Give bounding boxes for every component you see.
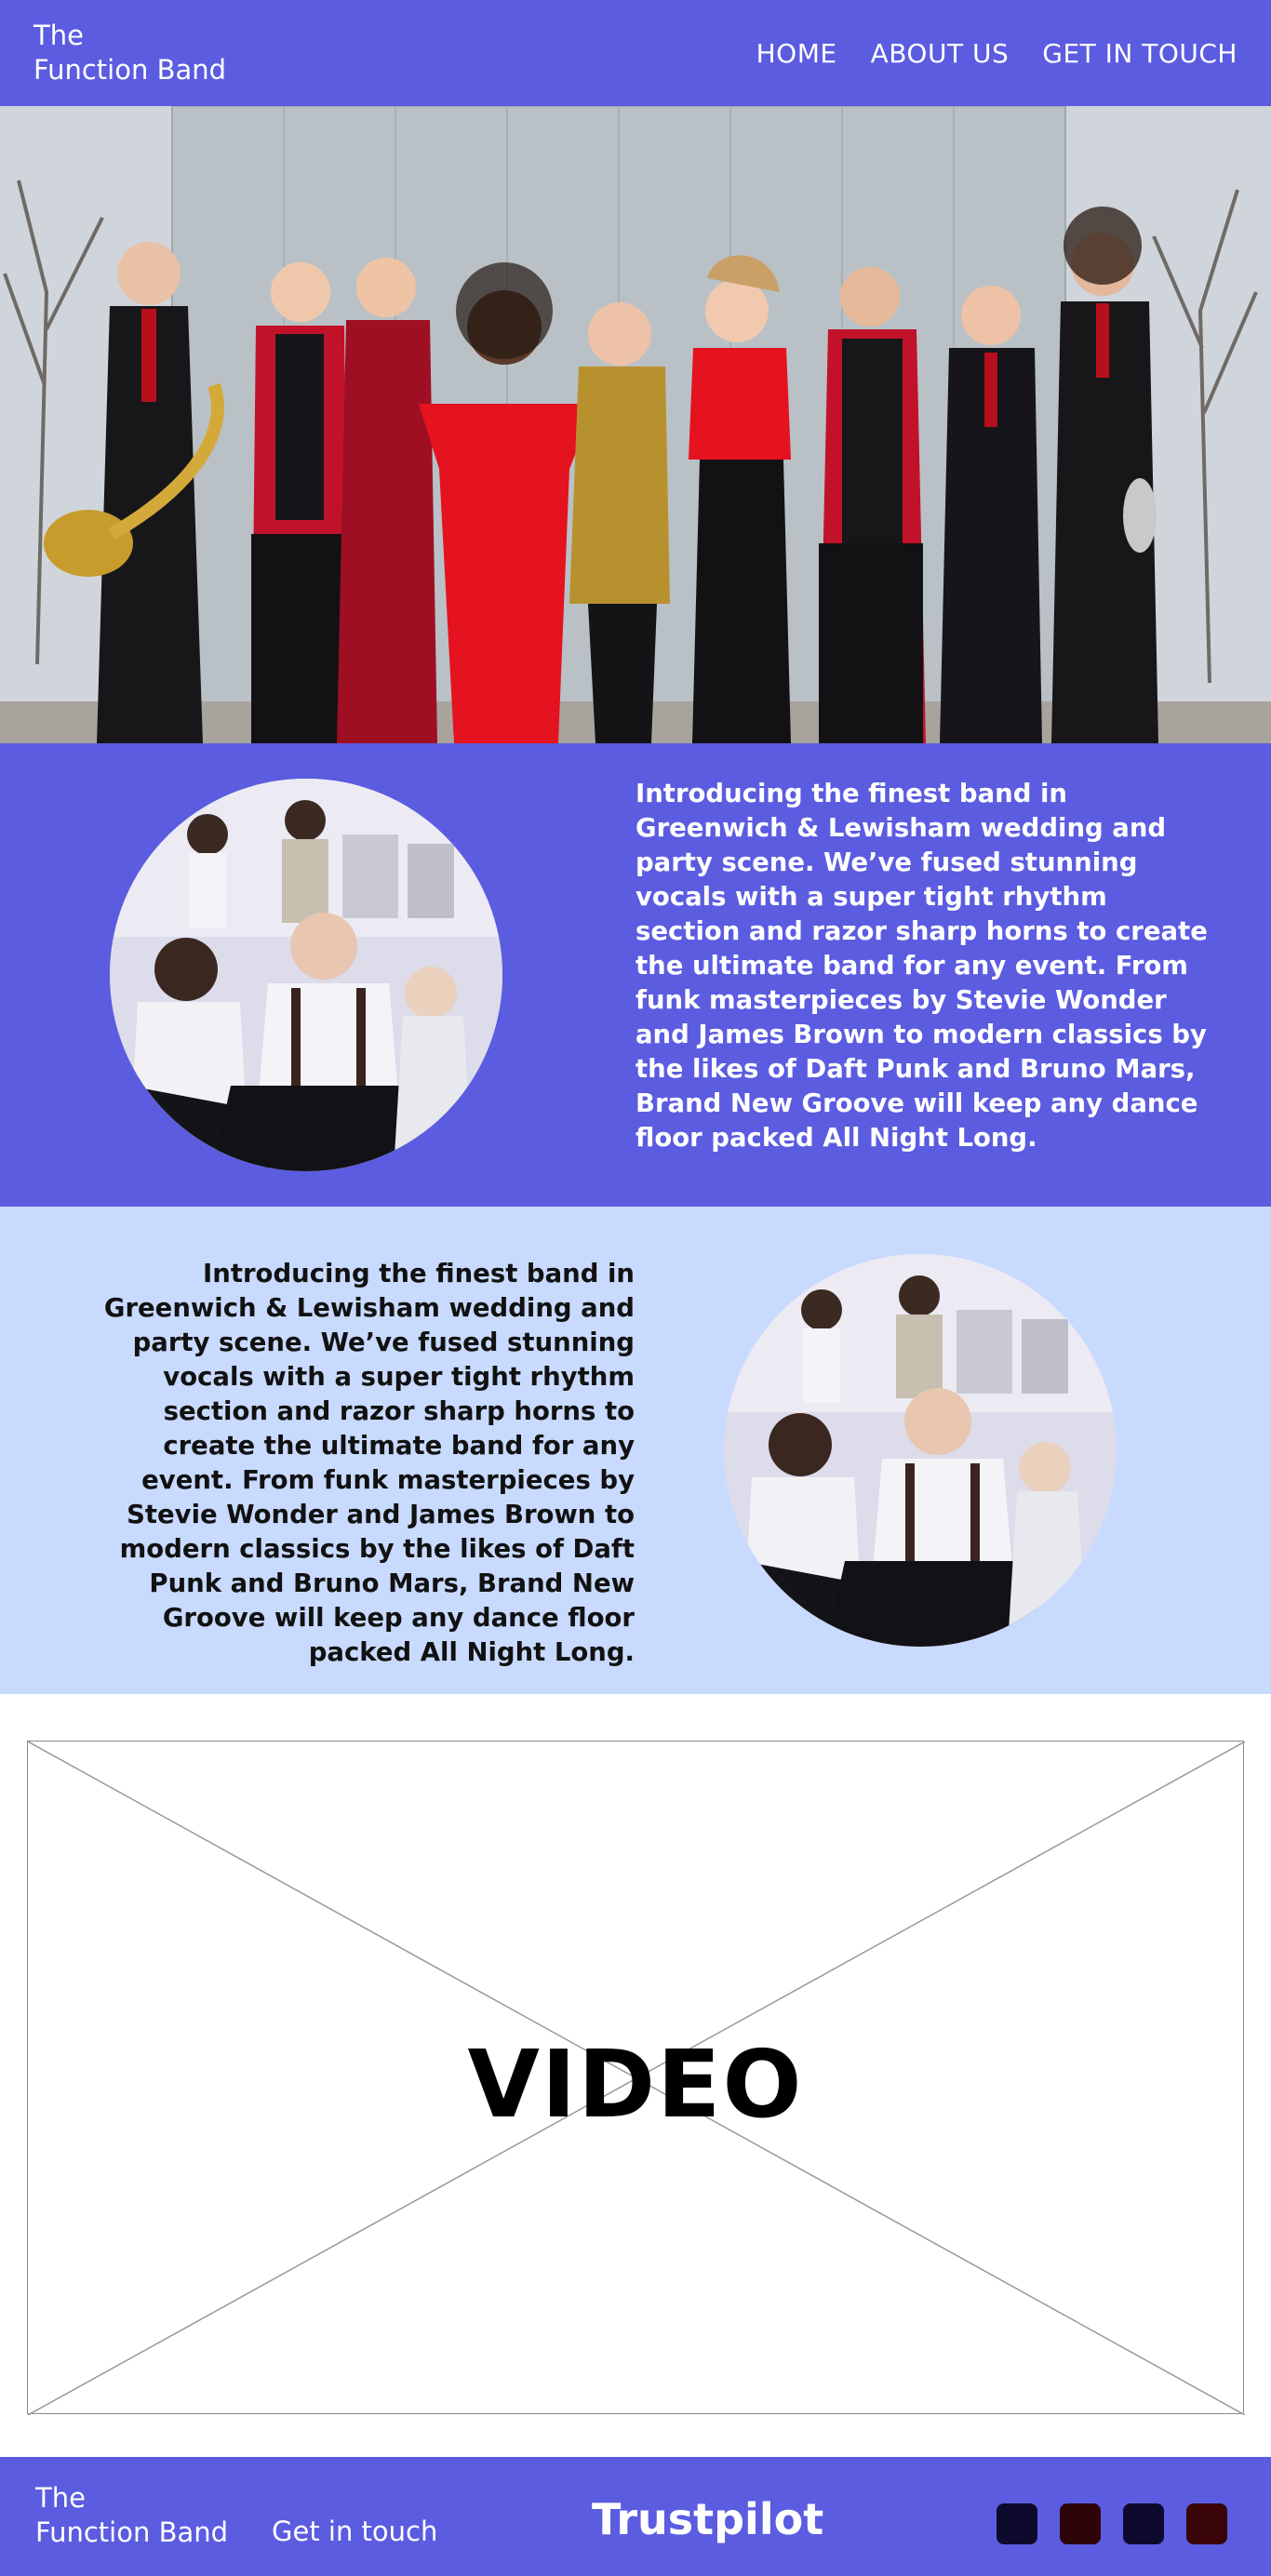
hero-photo — [0, 106, 1271, 743]
footer-brand-line-2: Function Band — [35, 2516, 229, 2548]
feature-section-1 — [0, 743, 1271, 1207]
footer-brand[interactable] — [35, 2481, 228, 2550]
nav-contact-link[interactable]: GET IN TOUCH — [1042, 37, 1238, 69]
social-icon-1[interactable] — [997, 2503, 1037, 2544]
social-links — [997, 2503, 1227, 2544]
brand-line-1: The — [33, 20, 84, 51]
site-footer — [0, 2457, 1271, 2576]
social-icon-4[interactable] — [1186, 2503, 1227, 2544]
nav-home-link[interactable]: HOME — [756, 37, 837, 69]
video-placeholder[interactable] — [27, 1741, 1244, 2414]
performer-photo-illustration — [110, 779, 502, 1171]
brand-logo[interactable] — [33, 19, 226, 87]
site-header — [0, 0, 1271, 106]
main-nav — [756, 38, 1238, 69]
feature-description-2: Introducing the finest band in Greenwich & Lewisham wedding and party scene. We’ve fused stunning vocals with a super tight rhythm section and razor sharp horns to create the ultimate band for any event. From funk masterpieces by Stevie Wonder and James Brown to modern classics by the likes of Daft Punk and Bruno Mars, Brand New Groove will keep any dance floor packed All Night Long. — [103, 1259, 635, 1667]
footer-brand-line-1: The — [35, 2482, 86, 2514]
brand-line-2: Function Band — [33, 54, 227, 86]
feature-photo-1 — [110, 779, 502, 1171]
feature-section-2 — [0, 1207, 1271, 1694]
feature-description-1: Introducing the finest band in Greenwich & Lewisham wedding and party scene. We’ve fused stunning vocals with a super tight rhythm section and razor sharp horns to create the ultimate band for any event. From funk masterpieces by Stevie Wonder and James Brown to modern classics by the likes of Daft Punk and Bruno Mars, Brand New Groove will keep any dance floor packed All Night Long. — [636, 779, 1208, 1153]
footer-contact-link[interactable]: Get in touch — [272, 2516, 438, 2547]
performer-photo-illustration-2 — [724, 1254, 1117, 1647]
social-icon-3[interactable] — [1123, 2503, 1164, 2544]
nav-about-link[interactable]: ABOUT US — [870, 37, 1010, 69]
video-section — [0, 1694, 1271, 2457]
trustpilot-logo[interactable]: Trustpilot — [592, 2494, 824, 2544]
video-label: VIDEO — [467, 2030, 804, 2139]
band-group-illustration — [0, 106, 1271, 743]
feature-photo-2 — [724, 1254, 1117, 1647]
social-icon-2[interactable] — [1060, 2503, 1101, 2544]
